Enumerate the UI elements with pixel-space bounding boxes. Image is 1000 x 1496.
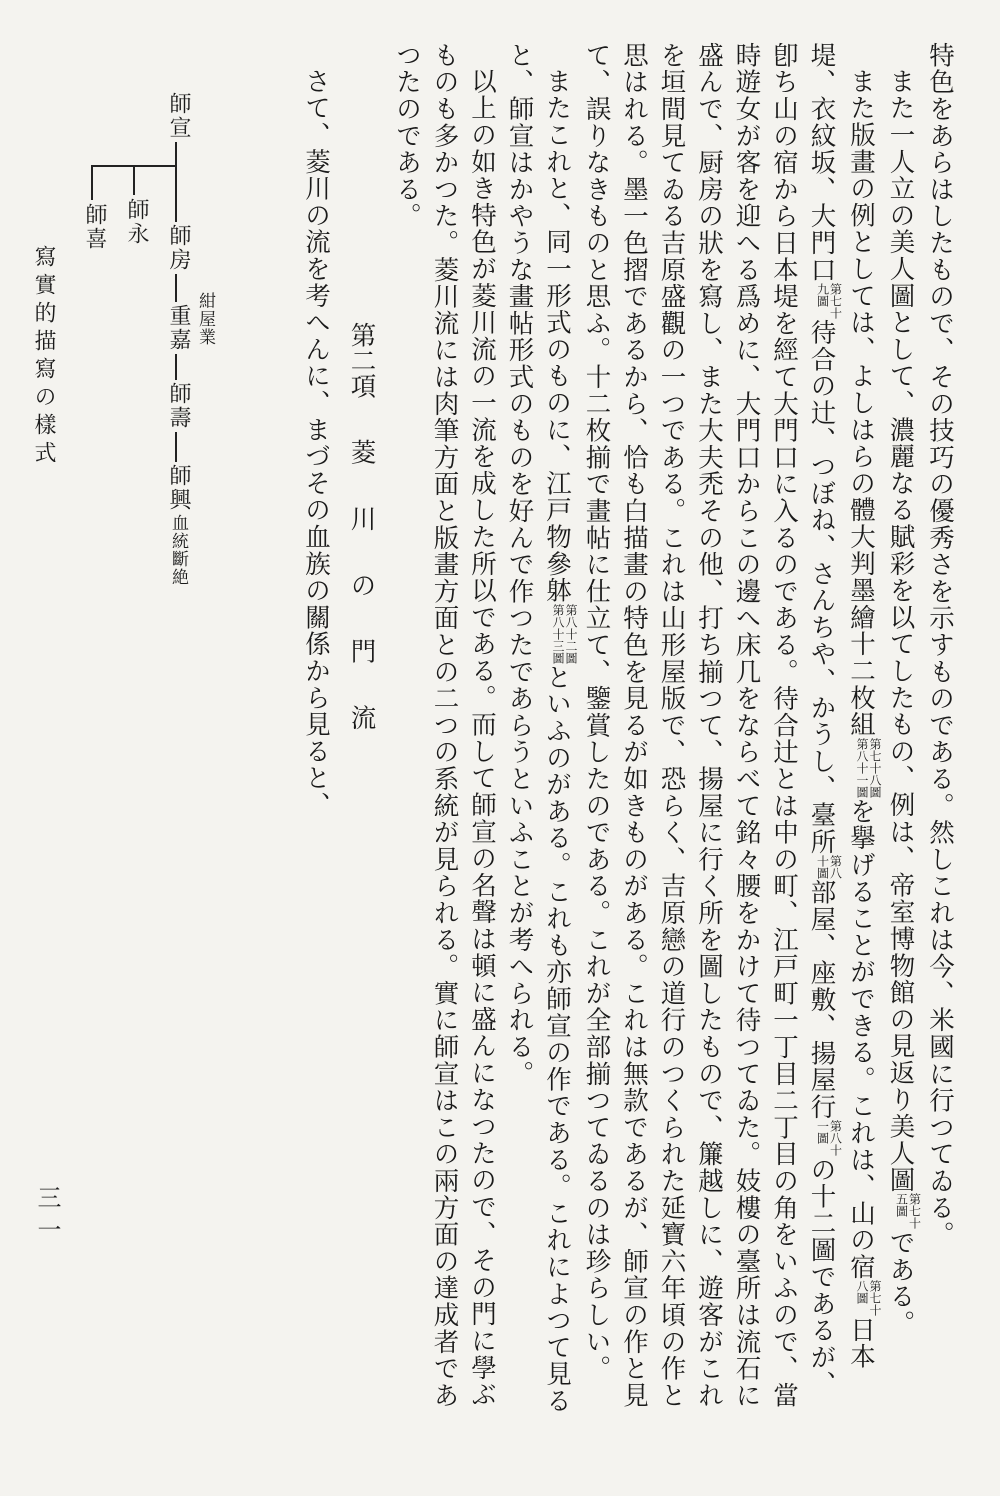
genealogy-trade-note: 紺屋業: [195, 292, 215, 346]
genealogy-line: [175, 432, 177, 462]
figure-note: 第七十 九圖: [815, 283, 843, 320]
figure-note: 第八十 一圖: [815, 1120, 843, 1157]
genealogy-line: [175, 354, 177, 380]
paragraph: 以上の如き特色が菱川流の一流を成した所以である。而して師宣の名聲は頓に盛んになつたので、その門に學ぶものも多かつた。菱川流には肉筆方面と版畫方面との二つの系統が見られる。實に師宣はこの兩方面の達成者であつたのである。: [392, 42, 497, 1409]
genealogy-line: [133, 165, 135, 195]
paragraph: また版畫の例としては、よしはらの體大判墨繪十二枚組 第七十八圖 第八十一圖 を擧げることができる。これは、山の宿 第七十 八圖 日本堤、衣紋坂、大門口 第七十 九圖 待合の辻、つぼね、さんちや、かうし、臺所 第八 十圖 部屋、座敷、揚屋行 第八十 一圖 の十二圖であるが、卽ち山の宿から日本堤を經て大門口に入るのである。待合辻とは中の町、江戸町一丁目二丁目の角をいふので、當時遊女が客を迎へる爲めに、大門口からこの邊へ床几をならべて銘々腰をかけて待つてゐた。妓樓の臺所は流石に盛んで、厨房の狀を寫し、また大夫禿その他、打ち揃つて、揚屋に行く所を圖したもので、簾越しに、遊客がこれを垣間見てゐる吉原盛觀の一つである。これは山形屋版で、恐らく、吉原戀の道行のつくられた延寶六年頃の作と思はれる。墨一色摺であるから、恰も白描畫の特色を見るが如きものがある。これは無款であるが、師宣の作と見て、誤りなきものと思ふ。十二枚揃で畫帖に仕立て、鑒賞したのである。これが全部揃つてゐるのは珍らしい。: [581, 42, 882, 1409]
genealogy-morooki: 師興: [166, 464, 191, 512]
figure-note: 第七十 五圖: [894, 1193, 922, 1230]
figure-note: 第八十二圖 第八十三圖: [551, 603, 578, 664]
genealogy-moronaga: 師永: [124, 198, 149, 246]
genealogy-line: [175, 142, 177, 222]
genealogy-line: [175, 274, 177, 302]
genealogy-morohisa: 師壽: [166, 382, 191, 430]
genealogy-moronobu: 師宣: [166, 92, 191, 140]
figure-note: 第八 十圖: [815, 855, 843, 880]
paragraph: また一人立の美人圖として、濃麗なる賦彩を以てしたもの、例は、帝室博物館の見返り美人圖 第七十 五圖 である。: [885, 67, 922, 1337]
paragraph: またこれと、同一形式のものに、江戸物參躰 第八十二圖 第八十三圖 といふのがある。これも亦師宣の作である。これによつて見ると、師宣はかやうな畫帖形式のものを好んで作つたであらうといふことが考へられる。: [504, 42, 578, 1414]
paragraph: 特色をあらはしたもので、その技巧の優秀さを示すものである。然しこれは今、米國に行つてゐる。: [925, 42, 955, 1248]
section-heading: 第二項菱川の門流: [346, 322, 377, 730]
figure-note: 第七十八圖 第八十一圖: [855, 737, 882, 798]
genealogy-extinct-note: 血統斷絶: [168, 514, 188, 586]
genealogy-shigeyoshi: 重嘉: [166, 304, 191, 352]
figure-note: 第七十 八圖: [855, 1279, 882, 1316]
genealogy-moroyoshi: 師喜: [82, 203, 107, 251]
paragraph: さて、菱川の流を考へんに、まづその血族の關係から見ると、: [301, 67, 331, 818]
genealogy-morofusa: 師房: [166, 224, 191, 272]
genealogy-line: [91, 165, 93, 200]
page-number: 三一: [33, 1185, 61, 1249]
running-head: 寫實的描寫の樣式: [31, 245, 56, 469]
